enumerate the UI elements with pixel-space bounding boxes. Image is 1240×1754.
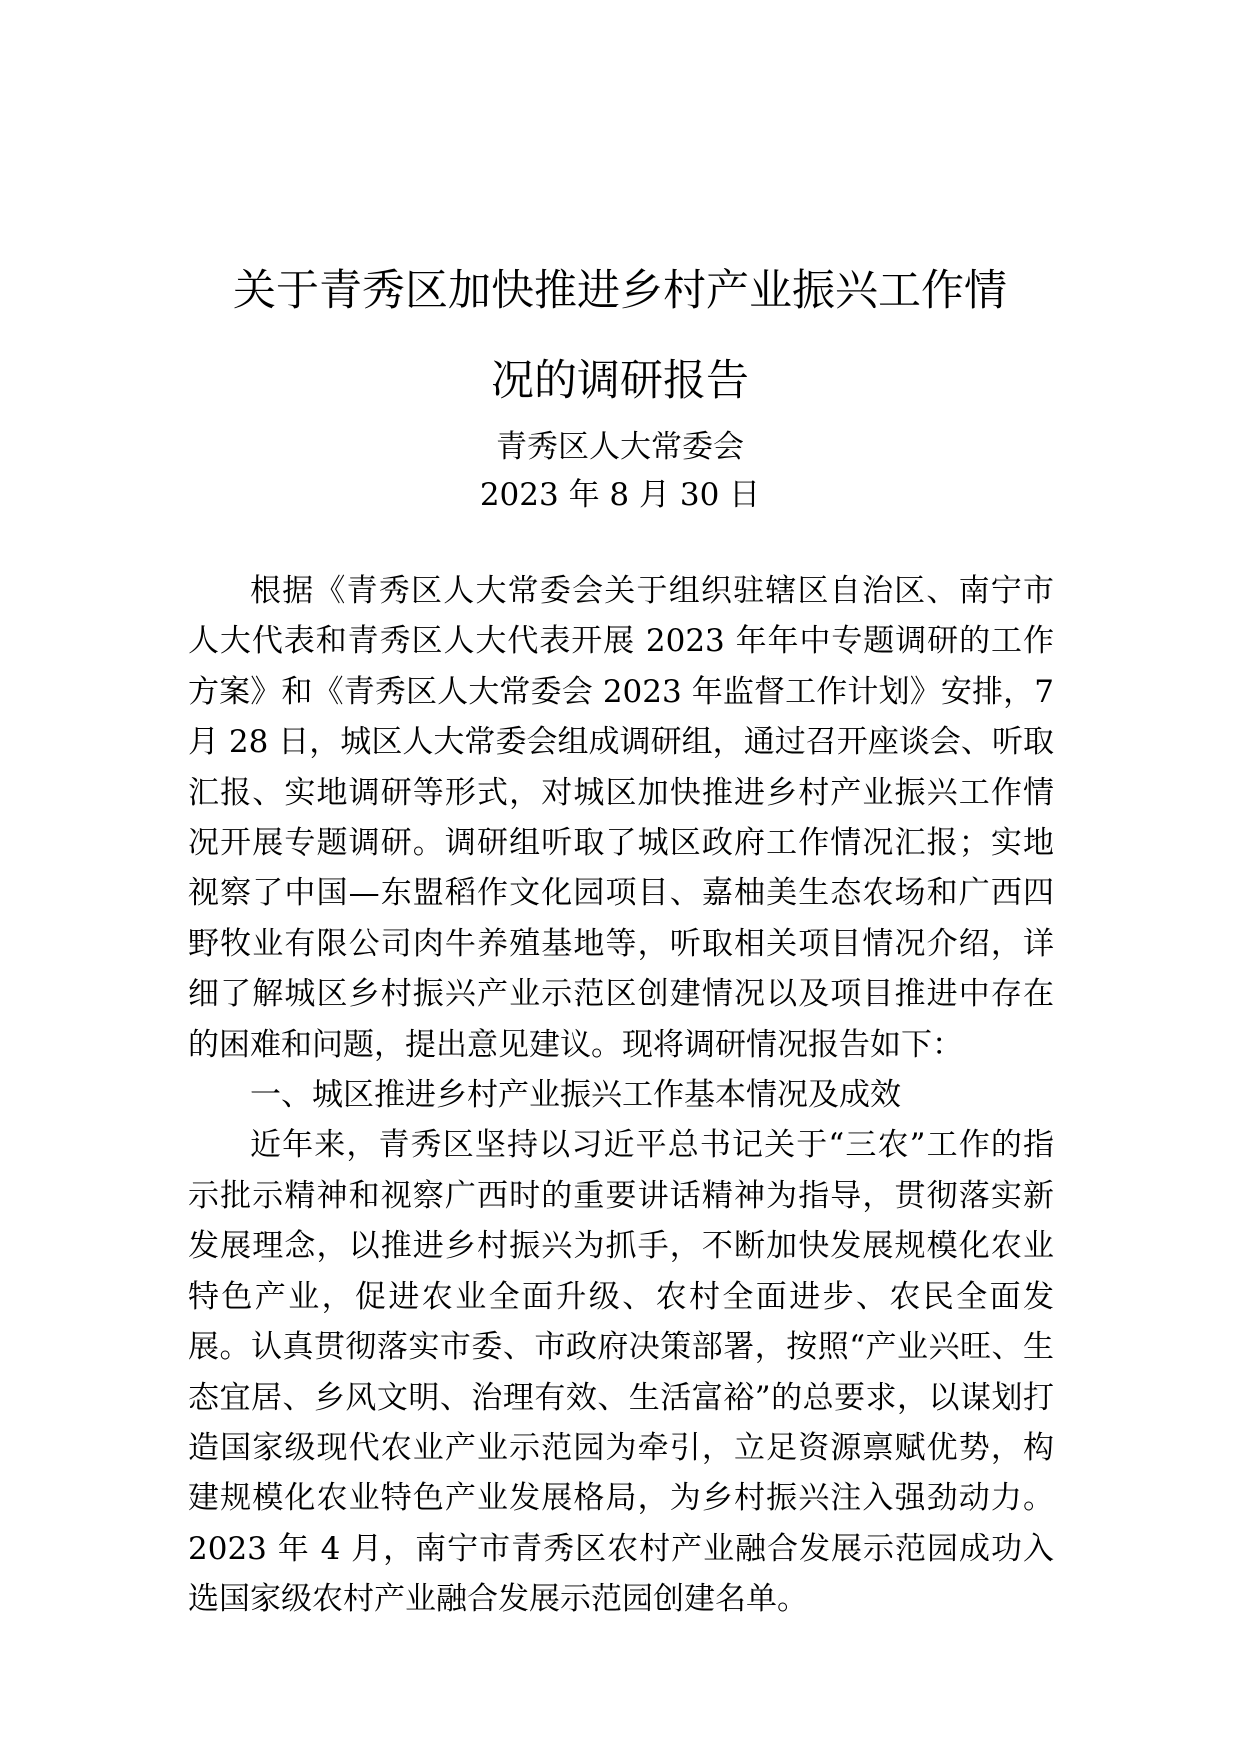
report-date: 2023 年 8 月 30 日 [479, 477, 761, 513]
body-paragraph-intro: 根据《青秀区人大常委会关于组织驻辖区自治区、南宁市人大代表和青秀区人大代表开展 2023 年年中专题调研的工作方案》和《青秀区人大常委会 2023 年监督工作计划》安排，7 月 28 日，城区人大常委会组成调研组，通过召开座谈会、听取汇报、实地调研等形式，对城区加快推进乡村产业振兴工作情况开展专题调研。调研组听取了城区政府工作情况汇报；实地视察了中国—东盟稻作文化园项目、嘉柚美生态农场和广西四野牧业有限公司肉牛养殖基地等，听取相关项目情况介绍，详细了解城区乡村振兴产业示范区创建情况以及项目推进中存在的困难和问题，提出意见建议。现将调研情况报告如下： [188, 573, 1054, 1063]
section-heading-1: 一、城区推进乡村产业振兴工作基本情况及成效 [250, 1077, 901, 1114]
issuer: 青秀区人大常委会 [496, 429, 744, 465]
document-title-line-1: 关于青秀区加快推进乡村产业振兴工作情 [233, 266, 1007, 316]
document-body [188, 566, 1054, 1625]
body-paragraph-overview: 近年来，青秀区坚持以习近平总书记关于“三农”工作的指示批示精神和视察广西时的重要讲话精神为指导，贯彻落实新发展理念，以推进乡村振兴为抓手，不断加快发展规模化农业特色产业，促进农业全面升级、农村全面进步、农民全面发展。认真贯彻落实市委、市政府决策部署，按照“产业兴旺、生态宜居、乡风文明、治理有效、生活富裕”的总要求，以谋划打造国家级现代农业产业示范园为牵引，立足资源禀赋优势，构建规模化农业特色产业发展格局，为乡村振兴注入强劲动力。2023 年 4 月，南宁市青秀区农村产业融合发展示范园成功入选国家级农村产业融合发展示范园创建名单。 [188, 1127, 1054, 1618]
document-title-line-2: 况的调研报告 [491, 356, 749, 406]
